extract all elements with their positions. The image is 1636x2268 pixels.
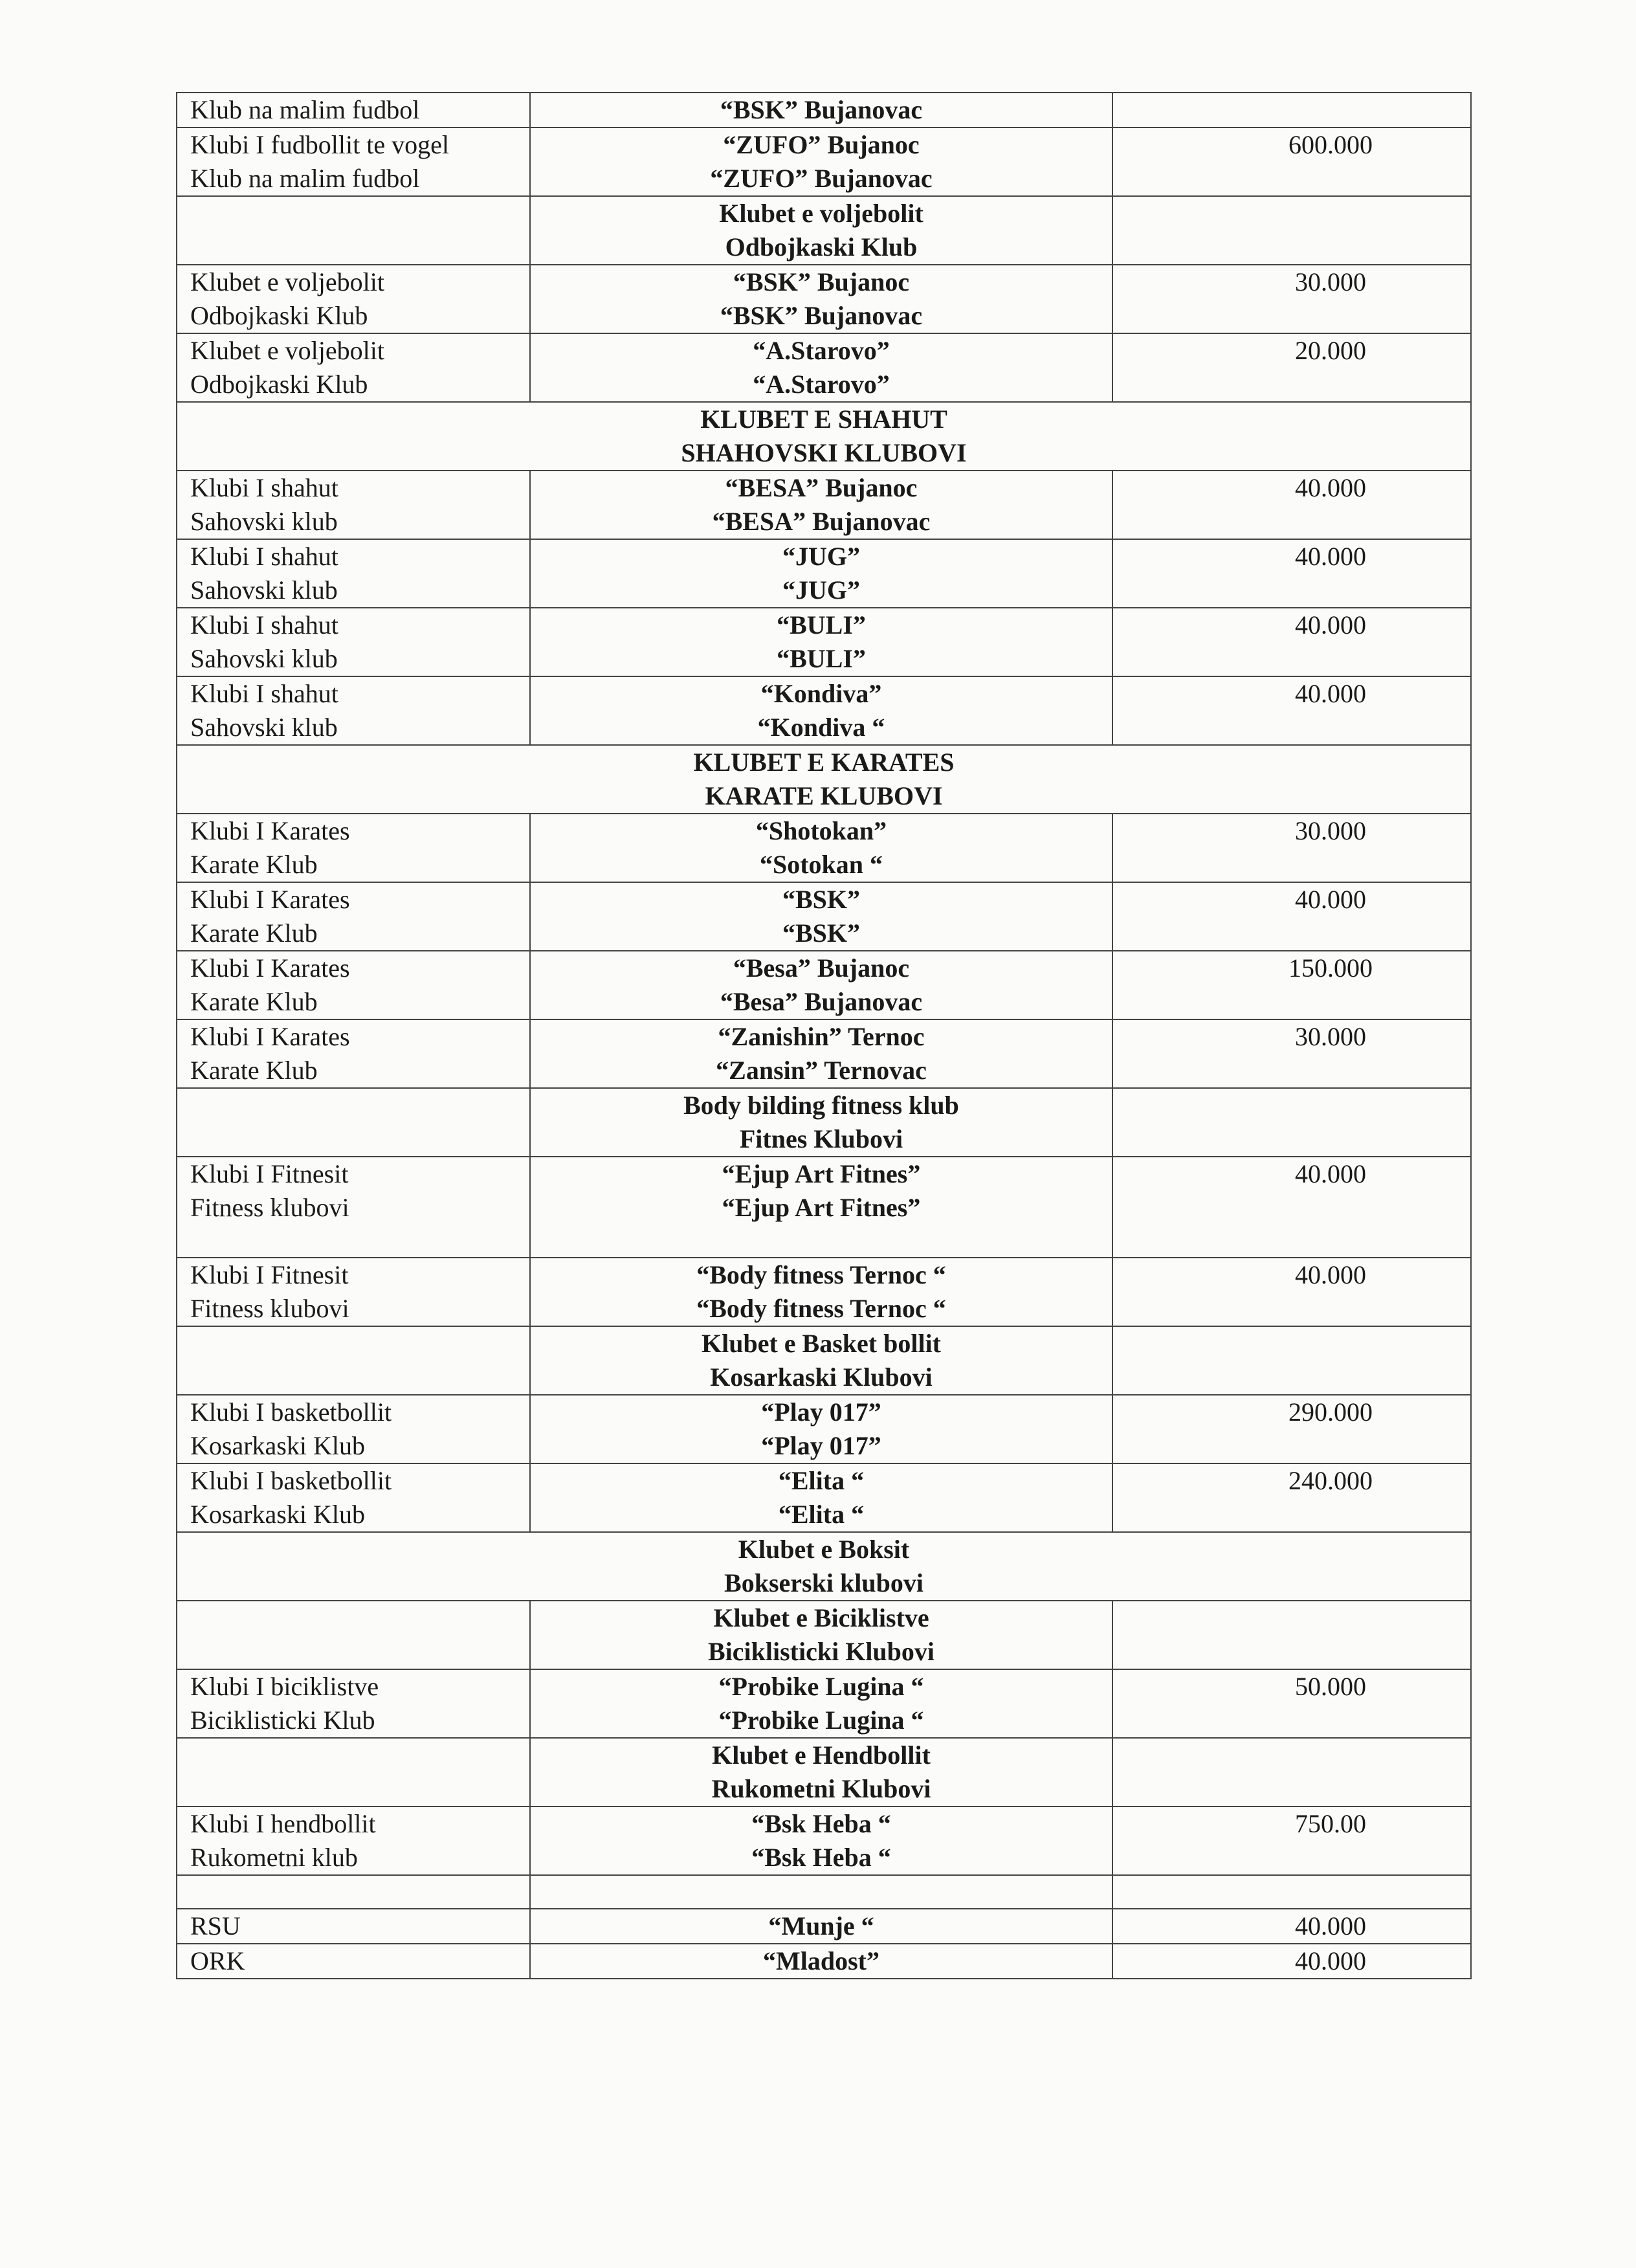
- amount-value: 40.000: [1295, 885, 1366, 914]
- club-name-line: “Elita “: [778, 1466, 865, 1495]
- amount-cell: [1112, 1088, 1471, 1157]
- category-line: Klubi I fudbollit te vogel: [190, 130, 449, 159]
- empty-cell: [530, 1875, 1112, 1909]
- club-cell: [530, 1463, 1112, 1532]
- club-name-line: “Play 017”: [761, 1397, 881, 1427]
- category-line: Klubi I shahut: [190, 610, 338, 639]
- category-line: Klubi I shahut: [190, 679, 338, 708]
- section-header-line: Klubet e Boksit: [738, 1535, 910, 1564]
- amount-value: 40.000: [1295, 473, 1366, 502]
- amount-value: 40.000: [1295, 679, 1366, 708]
- table-row: [177, 1326, 1471, 1395]
- table-row: [177, 1807, 1471, 1875]
- club-cell: [530, 1326, 1112, 1395]
- category-line: Sahovski klub: [190, 575, 338, 605]
- section-header-cell: [177, 402, 1471, 471]
- club-name-line: “Body fitness Ternoc “: [696, 1294, 946, 1323]
- club-name-line: Rukometni Klubovi: [711, 1774, 931, 1803]
- amount-cell: [1112, 1738, 1471, 1807]
- club-name-line: “Munje “: [768, 1911, 874, 1940]
- table-row: [177, 1532, 1471, 1601]
- amount-cell: [1112, 1157, 1471, 1258]
- category-cell: [177, 128, 530, 196]
- club-cell: [530, 196, 1112, 265]
- club-cell: [530, 1395, 1112, 1463]
- club-cell: [530, 814, 1112, 882]
- category-line: Fitness klubovi: [190, 1294, 349, 1323]
- amount-cell: [1112, 882, 1471, 951]
- category-cell: [177, 196, 530, 265]
- table-row: [177, 676, 1471, 745]
- club-cell: [530, 1944, 1112, 1979]
- table-row: [177, 1669, 1471, 1738]
- category-line: Karate Klub: [190, 1056, 318, 1085]
- amount-cell: [1112, 1258, 1471, 1326]
- club-name-line: Biciklisticki Klubovi: [707, 1637, 935, 1666]
- club-name-line: “Besa” Bujanovac: [720, 987, 923, 1016]
- category-cell: [177, 1601, 530, 1669]
- club-cell: [530, 1909, 1112, 1944]
- amount-cell: [1112, 1669, 1471, 1738]
- table-row: [177, 1157, 1471, 1258]
- table-row: [177, 1738, 1471, 1807]
- club-cell: [530, 676, 1112, 745]
- club-name-line: “JUG”: [782, 575, 860, 605]
- club-cell: [530, 265, 1112, 333]
- category-line: Karate Klub: [190, 987, 318, 1016]
- club-name-line: Fitnes Klubovi: [739, 1124, 903, 1153]
- club-name-line: “A.Starovo”: [753, 370, 890, 399]
- amount-value: 290.000: [1288, 1397, 1373, 1427]
- amount-value: 30.000: [1295, 1022, 1366, 1051]
- amount-cell: [1112, 1944, 1471, 1979]
- amount-value: 50.000: [1295, 1672, 1366, 1701]
- amount-cell: [1112, 1463, 1471, 1532]
- club-name-line: “Body fitness Ternoc “: [696, 1260, 946, 1289]
- category-line: Klubi I Karates: [190, 885, 350, 914]
- club-cell: [530, 1088, 1112, 1157]
- amount-value: 40.000: [1295, 542, 1366, 571]
- amount-cell: [1112, 471, 1471, 539]
- category-cell: [177, 333, 530, 402]
- club-name-line: “Besa” Bujanoc: [733, 953, 910, 983]
- category-cell: [177, 471, 530, 539]
- category-line: Klub na malim fudbol: [190, 164, 420, 193]
- category-line: Sahovski klub: [190, 644, 338, 673]
- club-name-line: Body bilding fitness klub: [683, 1091, 959, 1120]
- category-cell: [177, 1326, 530, 1395]
- category-line: Klubi I shahut: [190, 473, 338, 502]
- table-row: [177, 814, 1471, 882]
- category-cell: [177, 1669, 530, 1738]
- category-line: Biciklisticki Klub: [190, 1706, 375, 1735]
- table-row: [177, 1909, 1471, 1944]
- club-cell: [530, 1601, 1112, 1669]
- section-header-cell: [177, 745, 1471, 814]
- club-cell: [530, 608, 1112, 676]
- category-line: Karate Klub: [190, 850, 318, 879]
- amount-cell: [1112, 608, 1471, 676]
- amount-cell: [1112, 128, 1471, 196]
- club-name-line: Klubet e Hendbollit: [712, 1740, 931, 1770]
- table-row: [177, 196, 1471, 265]
- club-name-line: “Sotokan “: [759, 850, 883, 879]
- category-cell: [177, 1738, 530, 1807]
- section-header-line: Bokserski klubovi: [724, 1568, 923, 1597]
- category-cell: [177, 1909, 530, 1944]
- amount-value: 40.000: [1295, 1260, 1366, 1289]
- amount-cell: [1112, 1909, 1471, 1944]
- table-row: [177, 608, 1471, 676]
- category-cell: [177, 1807, 530, 1875]
- category-line: Klubi I shahut: [190, 542, 338, 571]
- category-line: Fitness klubovi: [190, 1193, 349, 1222]
- table-row: [177, 1601, 1471, 1669]
- table-row: [177, 93, 1471, 128]
- club-name-line: “ZUFO” Bujanovac: [710, 164, 933, 193]
- category-line: Sahovski klub: [190, 713, 338, 742]
- club-name-line: Kosarkaski Klubovi: [710, 1362, 933, 1392]
- amount-cell: [1112, 196, 1471, 265]
- category-line: Klubi I Fitnesit: [190, 1260, 349, 1289]
- table-row: [177, 402, 1471, 471]
- club-name-line: Klubet e Biciklistve: [713, 1603, 929, 1632]
- category-cell: [177, 539, 530, 608]
- category-line: RSU: [190, 1911, 241, 1940]
- club-name-line: “ZUFO” Bujanoc: [723, 130, 920, 159]
- category-cell: [177, 93, 530, 128]
- amount-value: 600.000: [1288, 130, 1373, 159]
- table-row: [177, 471, 1471, 539]
- club-name-line: Klubet e voljebolit: [719, 199, 923, 228]
- club-name-line: “Play 017”: [761, 1431, 881, 1460]
- amount-cell: [1112, 951, 1471, 1019]
- category-cell: [177, 1395, 530, 1463]
- category-cell: [177, 1088, 530, 1157]
- club-name-line: “Probike Lugina “: [718, 1672, 924, 1701]
- club-cell: [530, 1738, 1112, 1807]
- category-cell: [177, 951, 530, 1019]
- club-name-line: “Kondiva “: [757, 713, 885, 742]
- amount-value: 150.000: [1288, 953, 1373, 983]
- amount-value: 40.000: [1295, 1159, 1366, 1188]
- table-row: [177, 1944, 1471, 1979]
- club-name-line: “BSK”: [782, 885, 861, 914]
- club-name-line: “Bsk Heba “: [751, 1809, 891, 1838]
- category-line: Klubi I Karates: [190, 816, 350, 845]
- empty-row: [177, 1875, 1471, 1909]
- category-line: Klubet e voljebolit: [190, 336, 384, 365]
- amount-value: 40.000: [1295, 610, 1366, 639]
- empty-cell: [177, 1875, 530, 1909]
- amount-value: 40.000: [1295, 1946, 1366, 1975]
- club-cell: [530, 1258, 1112, 1326]
- category-cell: [177, 814, 530, 882]
- club-cell: [530, 93, 1112, 128]
- amount-value: 750.00: [1295, 1809, 1366, 1838]
- category-line: Kosarkaski Klub: [190, 1500, 365, 1529]
- category-line: Karate Klub: [190, 918, 318, 948]
- category-line: Sahovski klub: [190, 507, 338, 536]
- amount-cell: [1112, 1326, 1471, 1395]
- club-name-line: Odbojkaski Klub: [725, 232, 918, 261]
- category-line: Odbojkaski Klub: [190, 370, 368, 399]
- category-line: Klub na malim fudbol: [190, 95, 420, 124]
- club-grants-table: [176, 92, 1472, 1979]
- category-cell: [177, 1157, 530, 1258]
- category-line: Rukometni klub: [190, 1843, 358, 1872]
- category-cell: [177, 1019, 530, 1088]
- club-name-line: “BSK” Bujanovac: [720, 95, 923, 124]
- section-header-line: KLUBET E SHAHUT: [700, 405, 947, 434]
- club-name-line: “Ejup Art Fitnes”: [722, 1159, 921, 1188]
- club-name-line: “BULI”: [777, 610, 866, 639]
- amount-cell: [1112, 1019, 1471, 1088]
- amount-value: 30.000: [1295, 816, 1366, 845]
- category-line: Klubi I hendbollit: [190, 1809, 376, 1838]
- club-cell: [530, 1019, 1112, 1088]
- category-cell: [177, 1944, 530, 1979]
- category-cell: [177, 608, 530, 676]
- amount-cell: [1112, 1807, 1471, 1875]
- table-row: [177, 1019, 1471, 1088]
- table-row: [177, 951, 1471, 1019]
- category-line: Klubi I basketbollit: [190, 1397, 392, 1427]
- amount-cell: [1112, 1395, 1471, 1463]
- amount-value: 40.000: [1295, 1911, 1366, 1940]
- category-line: Kosarkaski Klub: [190, 1431, 365, 1460]
- category-line: Klubi I basketbollit: [190, 1466, 392, 1495]
- section-header-line: SHAHOVSKI KLUBOVI: [681, 438, 967, 467]
- category-cell: [177, 265, 530, 333]
- section-header-cell: [177, 1532, 1471, 1601]
- club-cell: [530, 333, 1112, 402]
- table-row: [177, 539, 1471, 608]
- club-name-line: “Mladost”: [763, 1946, 879, 1975]
- club-name-line: “JUG”: [782, 542, 860, 571]
- club-name-line: “Probike Lugina “: [718, 1706, 924, 1735]
- club-name-line: “A.Starovo”: [753, 336, 890, 365]
- category-line: Klubi I Fitnesit: [190, 1159, 349, 1188]
- table-row: [177, 333, 1471, 402]
- club-cell: [530, 471, 1112, 539]
- category-cell: [177, 1463, 530, 1532]
- section-header-line: KLUBET E KARATES: [693, 748, 955, 777]
- category-line: ORK: [190, 1946, 245, 1975]
- club-cell: [530, 882, 1112, 951]
- amount-cell: [1112, 333, 1471, 402]
- club-name-line: “BESA” Bujanovac: [712, 507, 931, 536]
- category-cell: [177, 676, 530, 745]
- club-name-line: “Kondiva”: [760, 679, 882, 708]
- table-row: [177, 1463, 1471, 1532]
- club-cell: [530, 128, 1112, 196]
- amount-value: 30.000: [1295, 267, 1366, 296]
- amount-value: 240.000: [1288, 1466, 1373, 1495]
- category-line: Klubet e voljebolit: [190, 267, 384, 296]
- club-cell: [530, 1157, 1112, 1258]
- section-header-line: KARATE KLUBOVI: [705, 781, 943, 810]
- club-name-line: “Zansin” Ternovac: [716, 1056, 927, 1085]
- category-line: Odbojkaski Klub: [190, 301, 368, 330]
- amount-value: 20.000: [1295, 336, 1366, 365]
- club-cell: [530, 539, 1112, 608]
- table-row: [177, 265, 1471, 333]
- amount-cell: [1112, 539, 1471, 608]
- club-name-line: “Ejup Art Fitnes”: [722, 1193, 921, 1222]
- club-cell: [530, 1669, 1112, 1738]
- empty-cell: [1112, 1875, 1471, 1909]
- club-name-line: “BSK” Bujanovac: [720, 301, 923, 330]
- table-row: [177, 882, 1471, 951]
- club-name-line: “BSK”: [782, 918, 861, 948]
- amount-cell: [1112, 676, 1471, 745]
- category-cell: [177, 882, 530, 951]
- club-cell: [530, 951, 1112, 1019]
- club-name-line: “BULI”: [777, 644, 866, 673]
- amount-cell: [1112, 265, 1471, 333]
- category-cell: [177, 1258, 530, 1326]
- club-cell: [530, 1807, 1112, 1875]
- club-name-line: “Elita “: [778, 1500, 865, 1529]
- club-name-line: “BESA” Bujanoc: [725, 473, 918, 502]
- table-row: [177, 128, 1471, 196]
- amount-cell: [1112, 93, 1471, 128]
- category-line: Klubi I biciklistve: [190, 1672, 379, 1701]
- table-row: [177, 1258, 1471, 1326]
- table-row: [177, 1088, 1471, 1157]
- club-name-line: “Zanishin” Ternoc: [718, 1022, 925, 1051]
- category-line: Klubi I Karates: [190, 1022, 350, 1051]
- club-name-line: “BSK” Bujanoc: [733, 267, 910, 296]
- club-name-line: “Shotokan”: [755, 816, 887, 845]
- amount-cell: [1112, 1601, 1471, 1669]
- table-row: [177, 1395, 1471, 1463]
- amount-cell: [1112, 814, 1471, 882]
- category-line: Klubi I Karates: [190, 953, 350, 983]
- club-name-line: Klubet e Basket bollit: [701, 1329, 942, 1358]
- club-name-line: “Bsk Heba “: [751, 1843, 891, 1872]
- table-row: [177, 745, 1471, 814]
